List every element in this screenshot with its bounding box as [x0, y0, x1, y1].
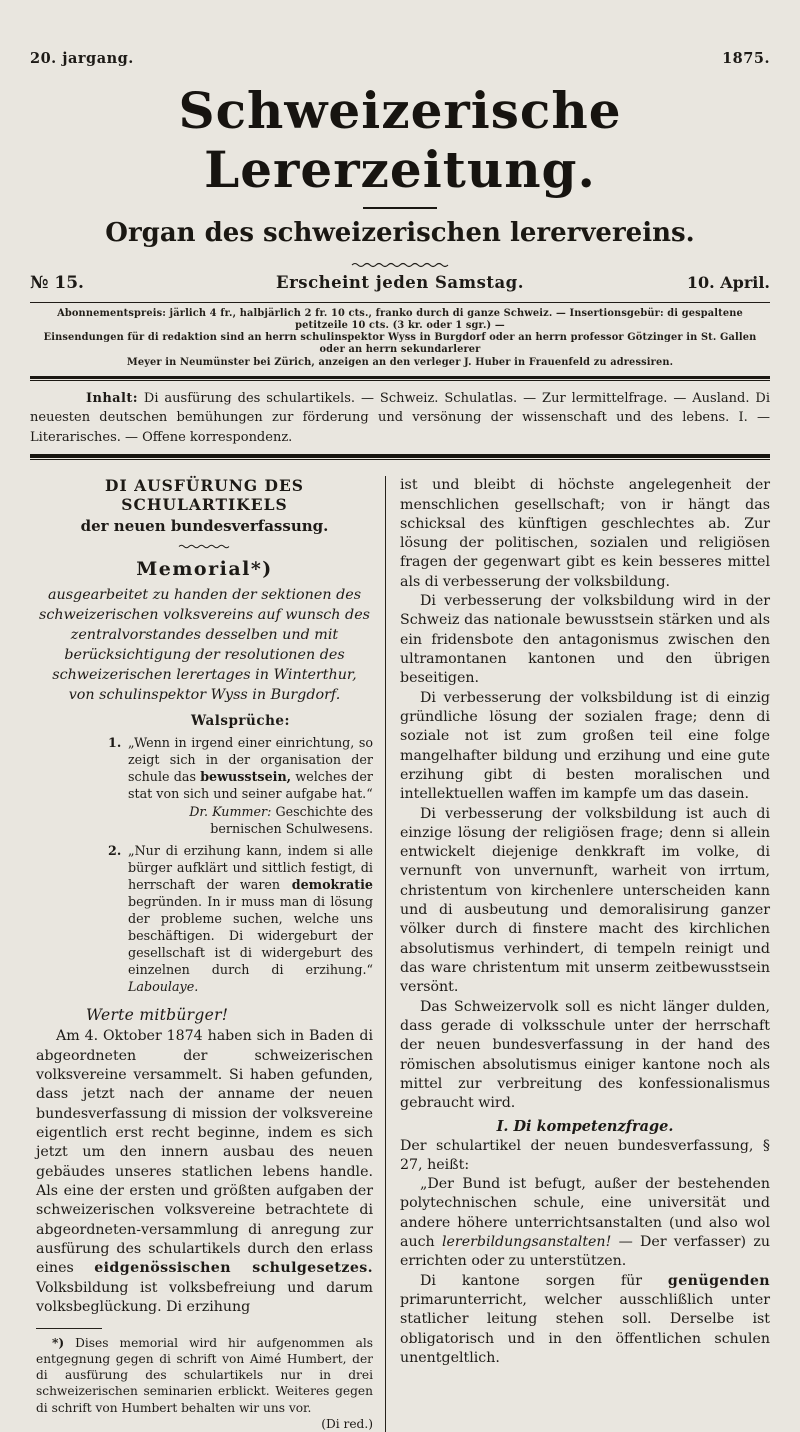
article-title: DI AUSFÜRUNG DES SCHULARTIKELS	[105, 476, 304, 515]
right-column	[386, 476, 770, 1432]
left-column	[30, 476, 386, 1432]
motto-item-2	[108, 842, 373, 995]
motto-2-number: 2.	[108, 843, 122, 859]
footnote-rule	[36, 1328, 102, 1329]
toc-text: Di ausfürung des schulartikels. — Schweiz. Schulatlas. — Zur lermittelfrage. — Ausland. Di neuesten deutschen bemühungen zur förderung und versönung der wissenschaft und des lebens. I. — Literarisches. — Offene korrespondenz.	[30, 390, 770, 445]
footnote: *) Dises memorial wird hir aufgenommen als entgegnung gegen di schrift von Aimé Humbert, der di ausfürung des schulartikels nur in drei schweizerischen seminarien erblickt. Weiteres gegen di schrift von Humbert behalten wir uns vor. (Di red.)	[36, 1336, 373, 1431]
imprint-bottom-rule	[30, 376, 770, 381]
volume-label: 20. jargang.	[30, 50, 134, 67]
motto-2-attribution: Laboulaye.	[128, 979, 199, 995]
wavy-divider	[350, 261, 450, 269]
motto-1-number: 1.	[108, 735, 122, 751]
footnote-signature: (Di red.)	[321, 1416, 373, 1431]
right-paragraph-6: Der schulartikel der neuen bundesverfassung, § 27, heißt:	[400, 1137, 770, 1173]
memorial-intro: ausgearbeitet zu handen der sektionen des schweizerischen volksvereins auf wunsch des zentralvorstandes desselben und mit berücksichtigung der resolutionen des schweizerischen lerertages in Winterthur,	[38, 587, 370, 684]
motto-1-attribution: Dr. Kummer: Geschichte des bernischen Schulwesens.	[189, 804, 373, 836]
right-paragraph-5: Das Schweizervolk soll es nicht länger dulden, dass gerade di volksschule unter der herrschaft der neuen bundesverfassung in der hand des römischen absolutismus einiger kantone noch als mittel zur verbreitung des konfessionalismus gebraucht wird.	[400, 998, 770, 1112]
toc-bottom-rule	[30, 454, 770, 460]
salutation: Werte mitbürger!	[86, 1006, 229, 1025]
motto-2-text: „Nur di erzihung kann, indem si alle bürger aufklärt und sittlich festigt, di herrschaft der waren demokratie begründen. In ir muss man di lösung der probleme suchen, welche uns beschäftigen. Di widergeburt der gesellschaft ist di widergeburt des einzelnen durch di erzihung.“ Laboulaye.	[128, 843, 373, 995]
volume-year-row	[30, 50, 770, 67]
memorial-heading: Memorial*)	[136, 558, 273, 581]
right-paragraph-2: Di verbesserung der volksbildung wird in der Schweiz das nationale bewusstsein stärken und als ein fridensbote den antagonismus zwischen den ultramontanen kantonen und den übrigen beseitigen.	[400, 593, 770, 687]
imprint-line-3: Meyer in Neumünster bei Zürich, anzeigen an den verleger J. Huber in Frauenfeld zu adressiren.	[126, 356, 674, 368]
right-quote-paragraph: „Der Bund ist befugt, außer der bestehenden polytechnischen schule, eine universität und andere höhere unterrichtsanstalten (und also wol auch lererbildungsanstalten! — Der verfasser) zu errichten oder zu unterstützen.	[400, 1176, 770, 1270]
frequency-label: Erscheint jeden Samstag.	[276, 273, 524, 292]
article-subtitle: der neuen bundesverfassung.	[80, 517, 329, 536]
right-paragraph-8: Di kantone sorgen für genügenden primarunterricht, welcher ausschlißlich unter statlicher leitung stehen soll. Derselbe ist obligatorisch und in den öffentlichen schulen unentgeltlich.	[400, 1272, 770, 1366]
imprint-block	[30, 308, 770, 369]
mottos-section	[108, 713, 373, 995]
left-paragraph-1: Am 4. Oktober 1874 haben sich in Baden di abgeordneten der schweizerischen volksvereine versammelt. Si haben gefunden, dass jetzt nach der anname der neuen bundesverfassung di mission der volksvereine eigentlich erst recht beginne, indem es sich jetzt um den innern ausbau des neuen gebäudes unseres statlichen lebens handle. Als eine der ersten und größten aufgaben der schweizerischen volksvereine betrachtete di abgeordneten-versammlung di anregung zur ausfürung des schulartikels durch den erlass eines eidgenössischen schulgesetzes. Volksbildung ist volksbefreiung und darum volksbeglückung. Di erzihung	[36, 1028, 373, 1315]
footnote-marker: *)	[52, 1336, 65, 1351]
year-label: 1875.	[722, 50, 770, 67]
right-paragraph-4: Di verbesserung der volksbildung ist auch di einzige lösung der religiösen frage; denn si allein entwickelt diejenige denkkraft im volke, di vernunft von unvernunft, warheit von irrtum, christentum von kirchenlere unterscheiden kann und di ausbeutung und demoralisirung ganzer völker durch di finstere macht des kirchlichen absolutismus verhindert, di tempeln reinigt und das ware christentum mit unserm zeitbewusstsein versönt.	[400, 805, 770, 996]
toc-label: Inhalt:	[86, 390, 138, 406]
title-divider	[363, 207, 437, 209]
issue-date: 10. April.	[686, 273, 770, 292]
imprint-line-1: Abonnementspreis: järlich 4 fr., halbjärlich 2 fr. 10 cts., franko durch di ganze Schweiz. — Insertionsgebür: di gespaltene petitzeile 10 cts. (3 kr. oder 1 sgr.) —	[57, 308, 743, 332]
wavy-divider-small	[177, 543, 233, 550]
masthead-title: Schweizerische Lererzeitung.	[178, 81, 622, 199]
motto-1-text: „Wenn in irgend einer einrichtung, so zeigt sich in der organisation der schule das bewusstsein, welches der stat von sich und seiner aufgabe hat.“	[128, 735, 373, 802]
imprint-line-2: Einsendungen für di redaktion sind an herrn schulinspektor Wyss in Burgdorf oder an herrn professor Götzinger in St. Gallen oder an herrn sekundarlerer	[43, 332, 757, 356]
masthead-subtitle: Organ des schweizerischen lerervereins.	[105, 218, 695, 248]
issue-number: № 15.	[30, 273, 84, 293]
table-of-contents	[30, 389, 770, 448]
memorial-author: von schulinspektor Wyss in Burgdorf.	[68, 687, 341, 704]
issue-info-row	[30, 273, 770, 293]
article-columns	[30, 476, 770, 1432]
mottos-heading: Walsprüche:	[191, 713, 290, 730]
motto-item-1	[108, 734, 373, 802]
section-heading-kompetenzfrage: I. Di kompetenzfrage.	[496, 1117, 674, 1135]
right-paragraph-1: ist und bleibt di höchste angelegenheit der menschlichen gesellschaft; von ir hängt das schicksal des künftigen geschlechtes ab. Zur lösung der politischen, sozialen und religiösen fragen der gegenwart gibt es kein besseres mittel als di verbesserung der volksbildung.	[400, 477, 770, 590]
imprint-top-rule	[30, 302, 770, 303]
right-paragraph-3: Di verbesserung der volksbildung ist di einzig gründliche lösung der sozialen frage; denn di soziale not ist zum großen teil eine folge mangelhafter bildung und erzihung und eine gute erzihung gibt di besten moralischen und intellektuellen waffen im kampfe um das dasein.	[400, 689, 770, 803]
